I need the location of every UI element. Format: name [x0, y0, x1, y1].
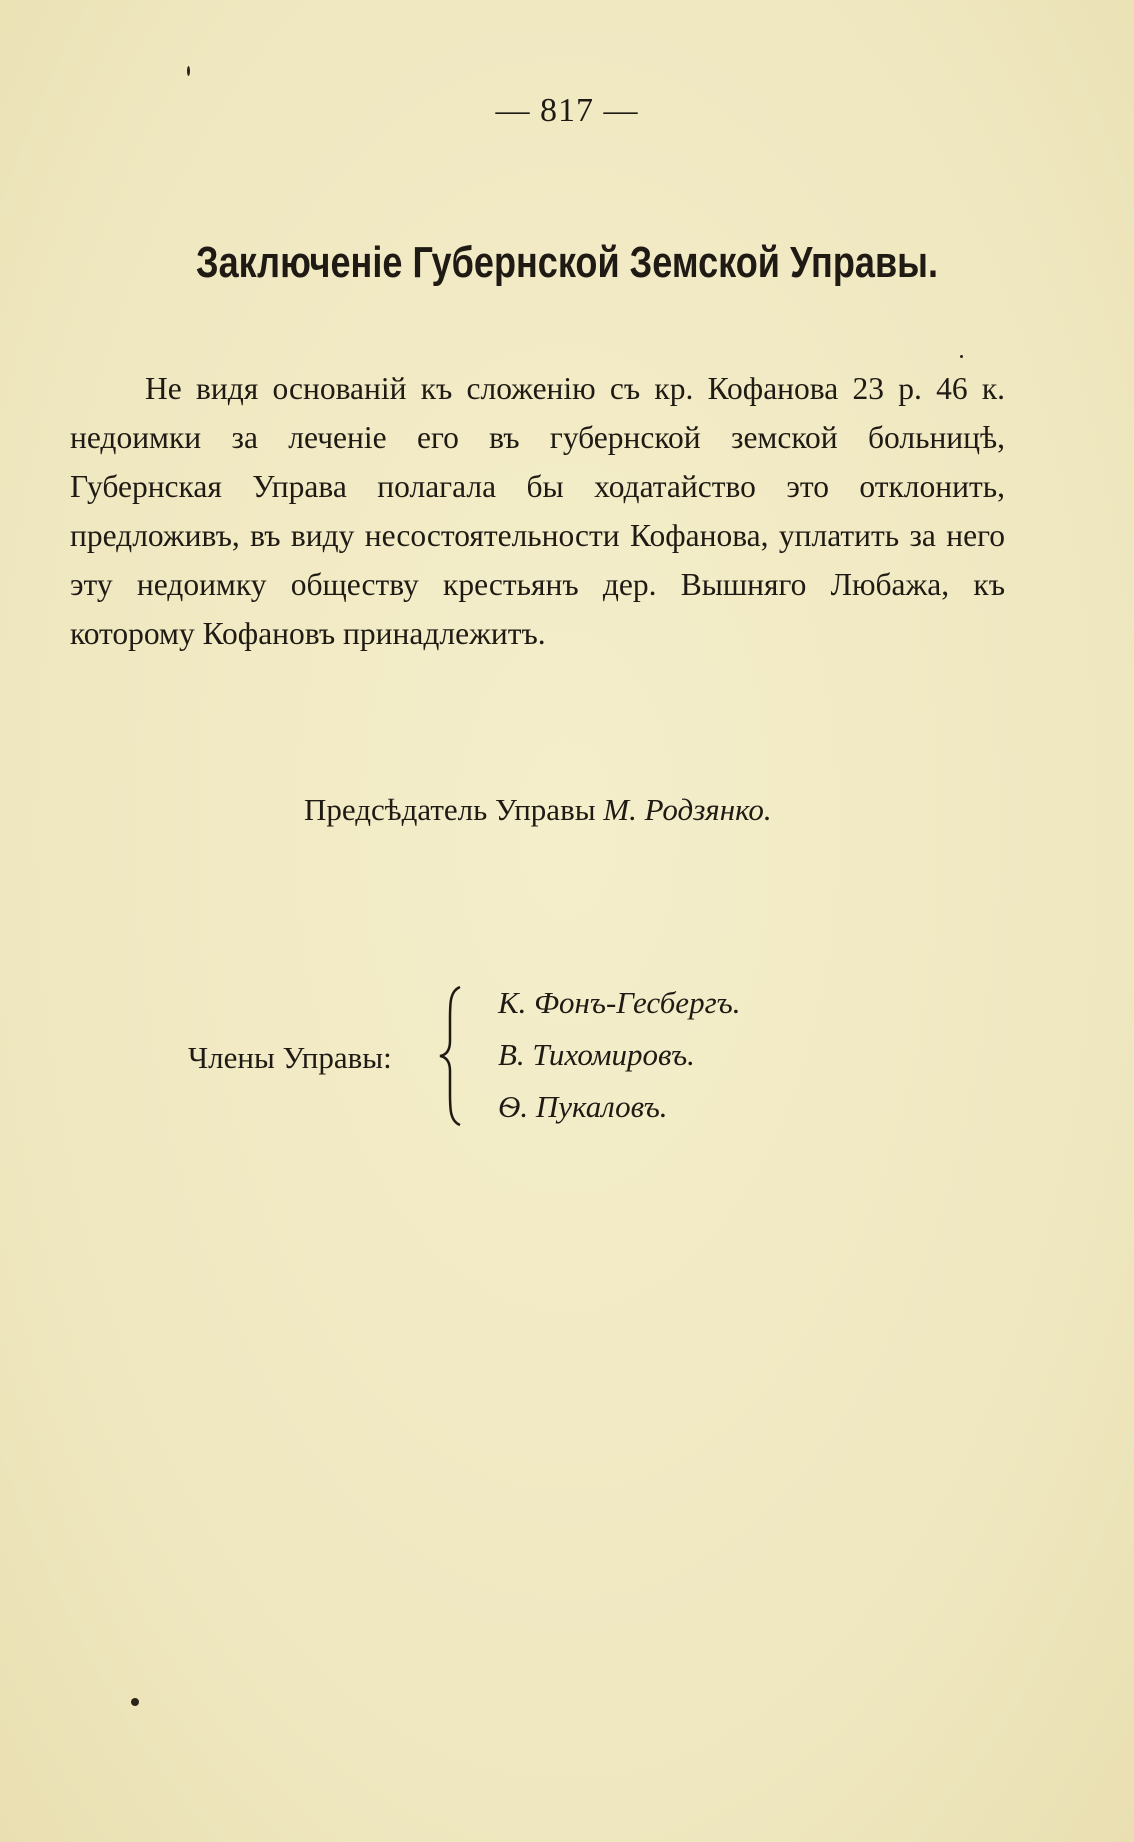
ink-speck: [131, 1698, 139, 1706]
body-paragraph: [70, 364, 1005, 658]
member-name: В. Тихомировъ.: [498, 1037, 695, 1072]
ink-speck: [187, 66, 190, 76]
page-number: — 817 —: [495, 92, 639, 129]
members-list: [498, 977, 741, 1133]
chairman-signature: М. Родзянко.: [603, 792, 772, 827]
member-name: Ѳ. Пукаловъ.: [498, 1089, 668, 1124]
ink-speck: [960, 355, 963, 358]
members-label: Члены Управы:: [188, 1040, 392, 1075]
curly-brace-icon: [438, 985, 466, 1127]
member-name: К. Фонъ-Гесбергъ.: [498, 985, 741, 1020]
chairman-signature-line: [304, 792, 772, 828]
body-paragraph-text: Не видя основаній къ сложенію съ кр. Кофанова 23 р. 46 к. недоимки за леченіе его въ губернской земской больницѣ, Губернская Управа полагала бы ходатайство это отклонить, предложивъ, въ виду несостоятельности Кофанова, уплатить за него эту недоимку обществу крестьянъ дер. Вышняго Любажа, къ которому Кофановъ принадлежитъ.: [70, 371, 1005, 651]
page-title: Заключеніе Губернской Земской Управы.: [196, 238, 938, 287]
chairman-label: Предсѣдатель Управы: [304, 792, 596, 827]
